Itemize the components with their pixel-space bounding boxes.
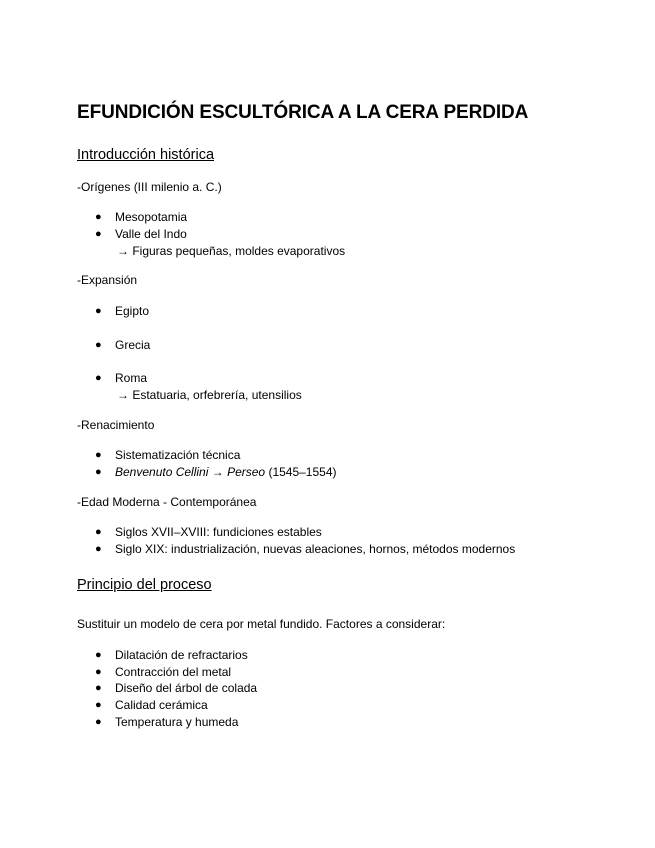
bullet-icon: ● bbox=[95, 372, 102, 384]
bullet-icon: ● bbox=[95, 699, 102, 711]
list-item-text: Roma bbox=[115, 371, 148, 385]
bullet-icon: ● bbox=[95, 682, 102, 694]
bullet-icon: ● bbox=[95, 339, 102, 351]
bullet-icon: ● bbox=[95, 526, 102, 538]
list-item-text: Siglos XVII–XVIII: fundiciones estables bbox=[115, 525, 322, 539]
bullet-icon: ● bbox=[95, 228, 102, 240]
arrow-glyph: → bbox=[208, 465, 228, 479]
list-item-text: Siglo XIX: industrialización, nuevas aleaciones, hornos, métodos modernos bbox=[115, 542, 516, 556]
bullet-icon: ● bbox=[95, 211, 102, 223]
moderna-label: -Edad Moderna - Contemporánea bbox=[77, 495, 257, 509]
bullet-icon: ● bbox=[95, 305, 102, 317]
origenes-label: -Orígenes (III milenio a. C.) bbox=[77, 180, 222, 194]
work-title: Perseo bbox=[227, 465, 266, 479]
author-name: Benvenuto Cellini bbox=[115, 465, 209, 479]
list-item-text: Contracción del metal bbox=[115, 665, 232, 679]
bullet-icon: ● bbox=[95, 666, 102, 678]
section-heading-introduccion: Introducción histórica bbox=[77, 147, 215, 163]
list-item-text: Egipto bbox=[115, 304, 150, 318]
bullet-icon: ● bbox=[95, 543, 102, 555]
bullet-icon: ● bbox=[95, 466, 102, 478]
list-item-text: Mesopotamia bbox=[115, 210, 188, 224]
work-dates: (1545–1554) bbox=[265, 465, 337, 479]
arrow-note: → Estatuaria, orfebrería, utensilios bbox=[117, 388, 302, 402]
document-title: EFUNDICIÓN ESCULTÓRICA A LA CERA PERDIDA bbox=[77, 102, 529, 123]
list-item-text bbox=[115, 464, 337, 480]
section-heading-principio: Principio del proceso bbox=[77, 577, 212, 593]
bullet-icon: ● bbox=[95, 716, 102, 728]
bullet-icon: ● bbox=[95, 449, 102, 461]
list-item-text: Dilatación de refractarios bbox=[115, 648, 248, 662]
arrow-note: → Figuras pequeñas, moldes evaporativos bbox=[117, 244, 346, 258]
principio-intro: Sustituir un modelo de cera por metal fundido. Factores a considerar: bbox=[77, 617, 446, 631]
list-item-text: Grecia bbox=[115, 338, 151, 352]
renacimiento-label: -Renacimiento bbox=[77, 418, 155, 432]
list-item-text: Calidad cerámica bbox=[115, 698, 208, 712]
bullet-icon: ● bbox=[95, 649, 102, 661]
list-item-text: Temperatura y humeda bbox=[115, 715, 239, 729]
list-item-text: Diseño del árbol de colada bbox=[115, 681, 258, 695]
expansion-label: -Expansión bbox=[77, 273, 138, 287]
list-item-text: Valle del Indo bbox=[115, 227, 187, 241]
list-item-text: Sistematización técnica bbox=[115, 448, 241, 462]
